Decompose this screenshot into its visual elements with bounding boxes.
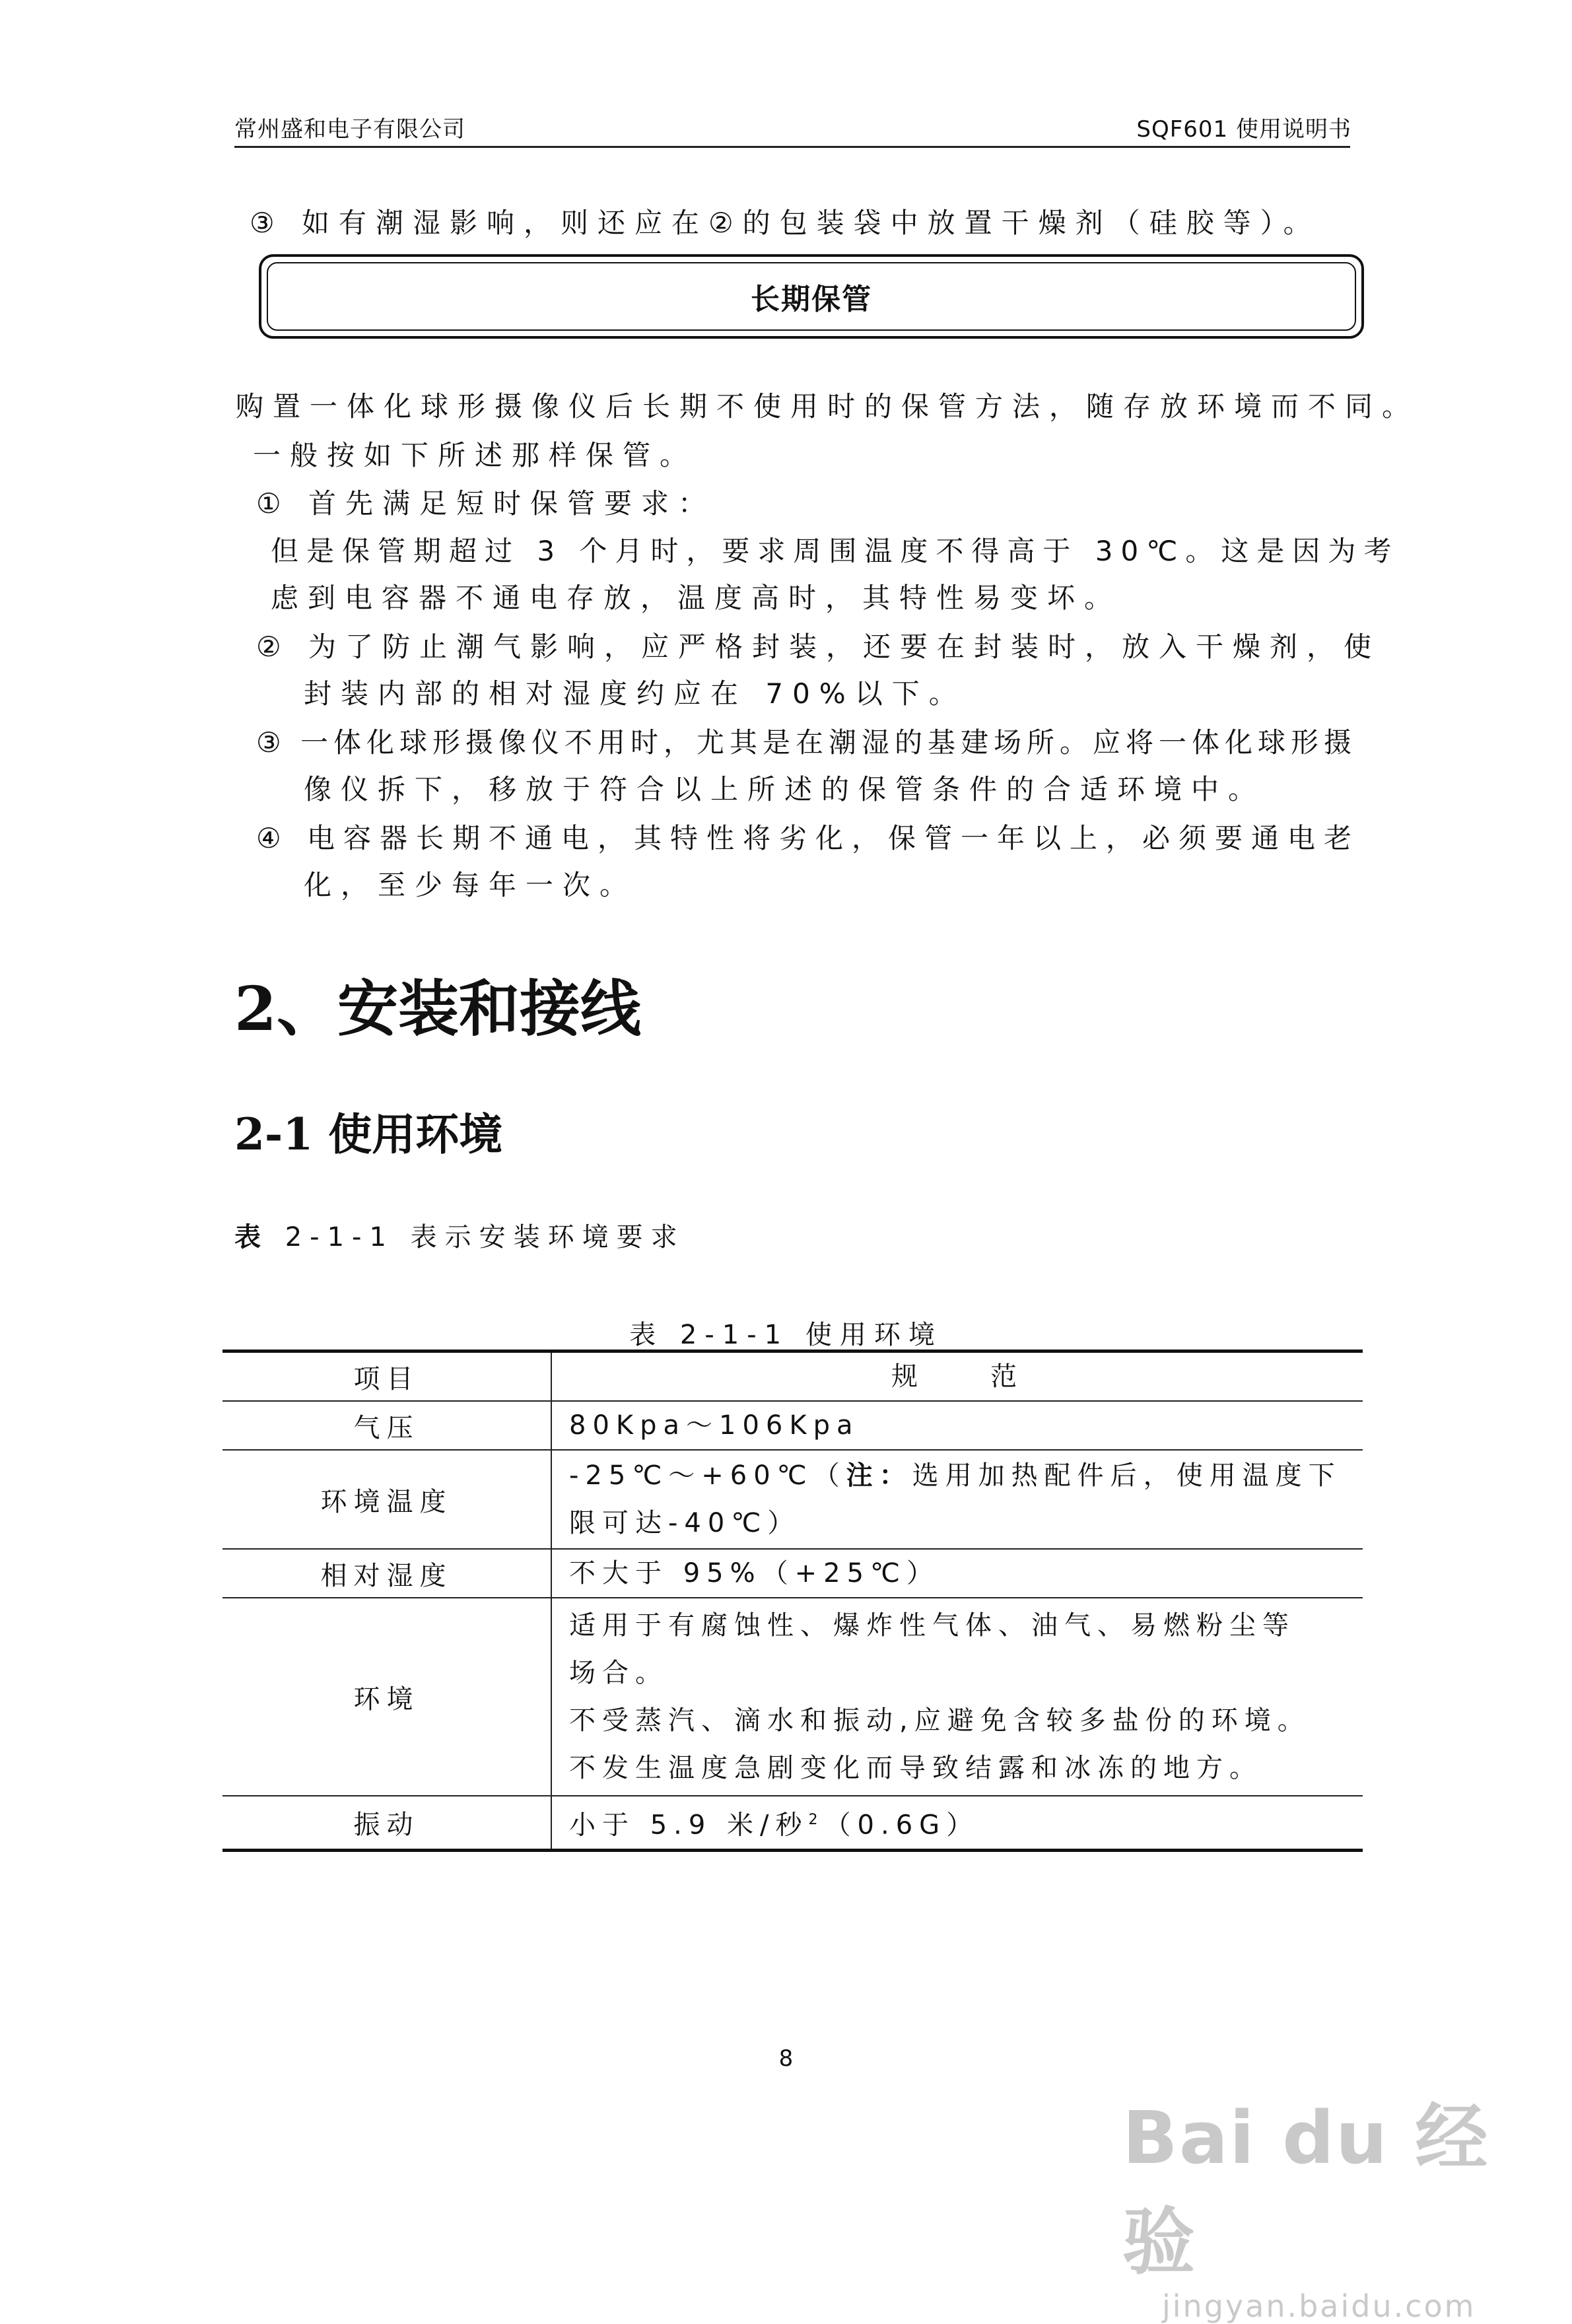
header-spec-cell: 规 范 xyxy=(551,1351,1363,1402)
environment-line-4: 不发生温度急剧变化而导致结露和冰冻的地方。 xyxy=(569,1753,1262,1783)
section-heading-2: 2、安装和接线 xyxy=(234,973,642,1044)
header-company: 常州盛和电子有限公司 xyxy=(234,116,465,143)
storage-item-3-line-1: ③ 一体化球形摄像仪不用时，尤其是在潮湿的基建场所。应将一体化球形摄 xyxy=(256,726,1357,759)
baidu-jingyan-watermark xyxy=(1122,2080,1519,2324)
pressure-key: 气压 xyxy=(222,1401,551,1450)
vibration-g: （0.6G） xyxy=(824,1810,980,1841)
storage-item-4-line-1: ④ 电容器长期不通电，其特性将劣化，保管一年以上，必须要通电老 xyxy=(256,822,1361,854)
table-row xyxy=(222,1598,1363,1796)
temperature-line-1 xyxy=(569,1452,1363,1499)
storage-intro-2: 一般按如下所述那样保管。 xyxy=(253,439,697,471)
header-item-cell: 项目 xyxy=(222,1351,551,1402)
environment-line-1: 适用于有腐蚀性、爆炸性气体、油气、易燃粉尘等 xyxy=(569,1610,1295,1641)
watermark-brand: Bai du 经验 xyxy=(1122,2096,1489,2284)
vibration-key: 振动 xyxy=(222,1796,551,1851)
vibration-superscript: 2 xyxy=(808,1812,825,1828)
table-row xyxy=(222,1549,1363,1598)
table-caption: 表 2-1-1 使用环境 xyxy=(629,1320,943,1350)
environment-key: 环境 xyxy=(222,1598,551,1796)
table-intro-rest: 2-1-1 表示安装环境要求 xyxy=(269,1222,685,1252)
table-row xyxy=(222,1351,1363,1402)
storage-item-1-line-1: 但是保管期超过 3 个月时，要求周围温度不得高于 30℃。这是因为考 xyxy=(271,535,1400,567)
environment-line-2: 场合。 xyxy=(569,1658,668,1688)
header-doc-title: SQF601 使用说明书 xyxy=(1136,116,1351,143)
subsection-heading-2-1: 2-1 使用环境 xyxy=(234,1109,503,1160)
table-row xyxy=(222,1796,1363,1851)
table-row xyxy=(222,1401,1363,1450)
vibration-value xyxy=(551,1796,1363,1851)
temperature-key: 环境温度 xyxy=(222,1450,551,1549)
storage-intro-1: 购置一体化球形摄像仪后长期不使用时的保管方法，随存放环境而不同。 xyxy=(236,390,1419,423)
section-banner xyxy=(259,254,1364,339)
storage-item-1-line-2: 虑到电容器不通电存放，温度高时，其特性易变坏。 xyxy=(271,582,1122,614)
storage-item-1-title: ① 首先满足短时保管要求： xyxy=(256,487,716,520)
pressure-value: 80Kpa～106Kpa xyxy=(551,1401,1363,1450)
temperature-note-label: 注： xyxy=(846,1460,912,1491)
table-row xyxy=(222,1450,1363,1549)
banner-title: 长期保管 xyxy=(267,262,1356,331)
temperature-line-2: 限可达-40℃） xyxy=(569,1508,801,1538)
watermark-url: jingyan.baidu.com xyxy=(1162,2288,1476,2324)
humidity-value: 不大于 95%（+25℃） xyxy=(551,1549,1363,1598)
environment-value xyxy=(551,1598,1363,1796)
temperature-range: -25℃～+60℃（ xyxy=(569,1460,846,1491)
temperature-note: 选用加热配件后，使用温度下 xyxy=(912,1460,1342,1491)
environment-line-3: 不受蒸汽、滴水和振动,应避免含较多盐份的环境。 xyxy=(569,1705,1311,1736)
table-intro-bold: 表 xyxy=(234,1222,269,1252)
page-number: 8 xyxy=(778,2045,794,2072)
temperature-value xyxy=(551,1450,1363,1549)
pre-item-3: ③ 如有潮湿影响，则还应在②的包装袋中放置干燥剂（硅胶等）。 xyxy=(250,207,1320,239)
vibration-amount: 小于 5.9 米/秒 xyxy=(569,1810,809,1841)
storage-item-4-line-2: 化，至少每年一次。 xyxy=(304,869,637,901)
humidity-key: 相对湿度 xyxy=(222,1549,551,1598)
storage-item-2-line-2: 封装内部的相对湿度约应在 70%以下。 xyxy=(304,677,966,710)
environment-table xyxy=(222,1350,1363,1852)
storage-item-3-line-2: 像仪拆下，移放于符合以上所述的保管条件的合适环境中。 xyxy=(304,773,1266,805)
storage-item-2-line-1: ② 为了防止潮气影响，应严格封装，还要在封装时，放入干燥剂，使 xyxy=(256,631,1381,663)
table-intro xyxy=(234,1216,685,1254)
header-rule xyxy=(234,146,1350,148)
